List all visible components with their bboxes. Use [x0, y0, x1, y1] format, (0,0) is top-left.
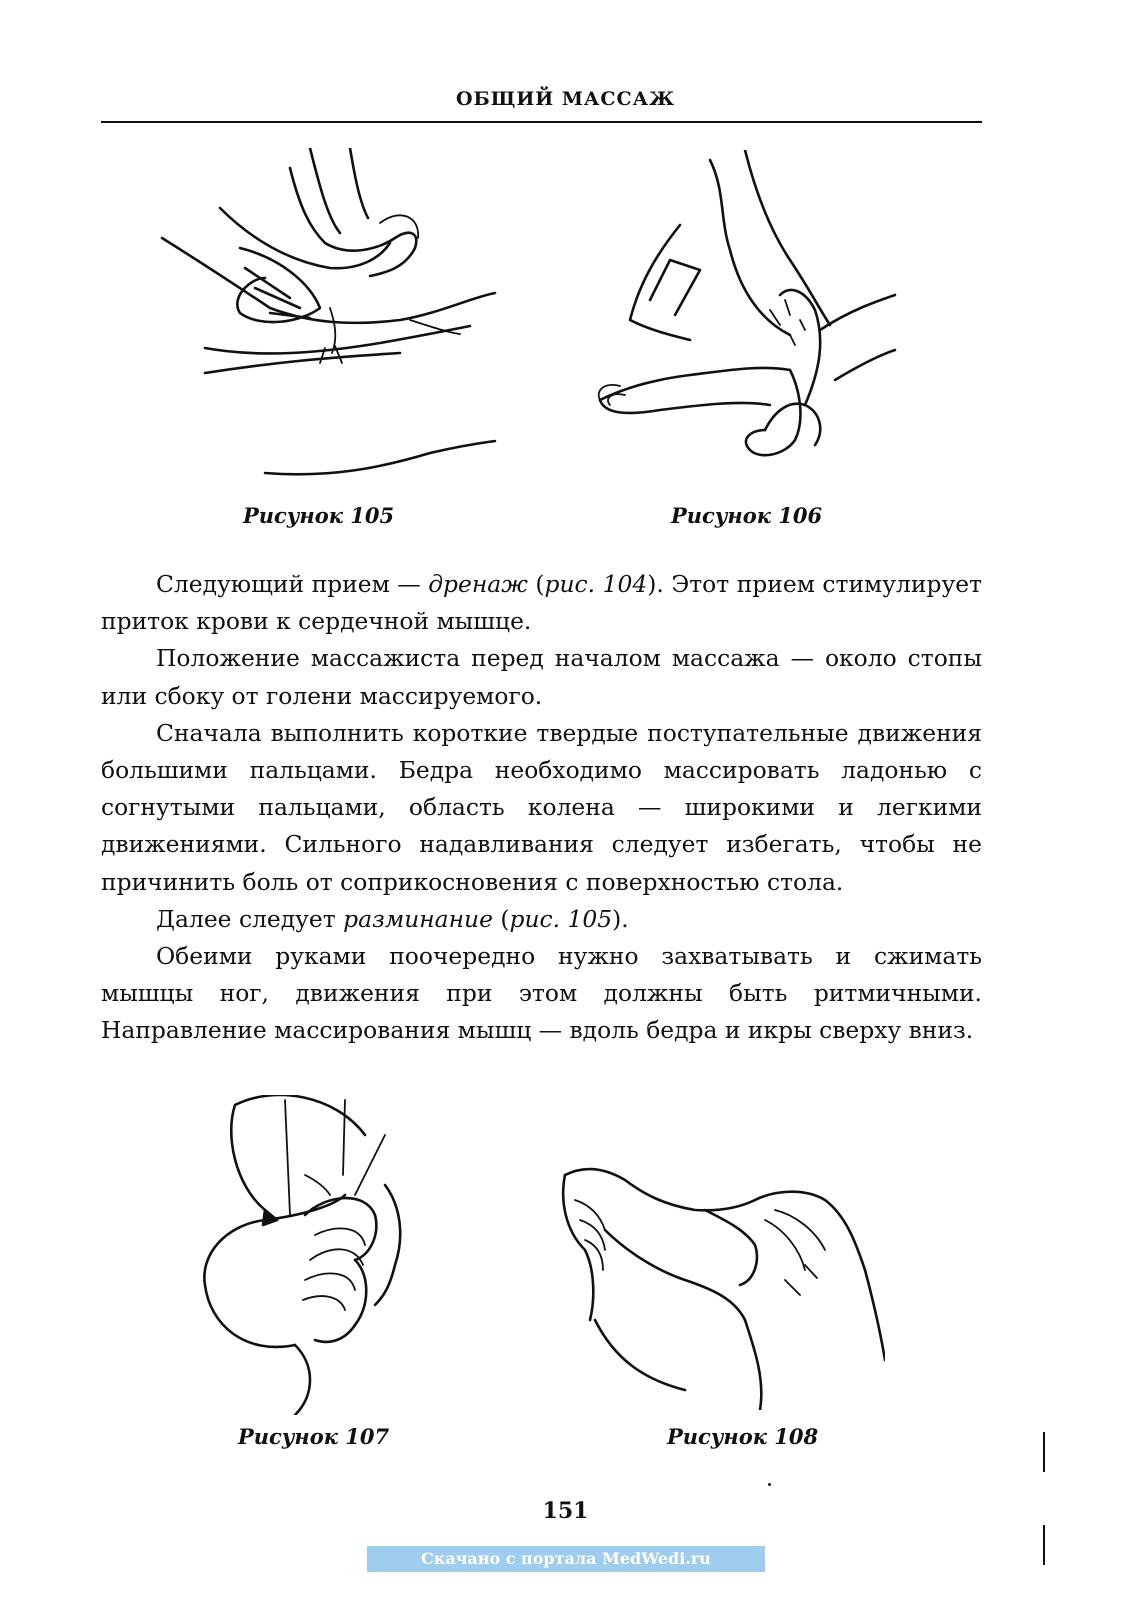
page-number: 151: [542, 1498, 589, 1524]
download-banner: Скачано с портала MedWedi.ru: [367, 1546, 765, 1572]
header-rule: [101, 121, 982, 123]
running-header: ОБЩИЙ МАССАЖ: [455, 88, 676, 110]
figure-105-caption: Рисунок 105: [243, 503, 395, 528]
term-kneading: разминание: [343, 904, 493, 933]
scan-speck: [768, 1483, 771, 1486]
paragraph: Следующий прием — дренаж (рис. 104). Этот прием стимулирует приток крови к сердечной мышце.: [101, 570, 982, 636]
paragraph: Далее следует разминание (рис. 105).: [156, 904, 629, 933]
figure-reference: рис. 105: [509, 904, 613, 933]
figure-108-illustration: [555, 1160, 885, 1410]
paragraph: Обеими руками поочередно нужно захватывать и сжимать мышцы ног, движения при этом должны быть ритмичными. Направление массирования мышц — вдоль бедра и икры сверху вниз.: [101, 942, 982, 1045]
paragraph: Сначала выполнить короткие твердые поступательные движения большими пальцами. Бедра необходимо массировать ладонью с согнутыми пальцами, область колена — широкими и легкими движениями. Сильного надавливания следует избегать, чтобы не причинить боль от соприкосновения с поверхностью стола.: [101, 718, 982, 896]
scan-edge-mark: [1043, 1525, 1045, 1565]
figure-106-illustration: [590, 150, 900, 480]
figure-reference: рис. 104: [544, 570, 648, 598]
figure-107-illustration: [185, 1095, 445, 1415]
figure-108-caption: Рисунок 108: [667, 1424, 819, 1449]
figure-107-caption: Рисунок 107: [238, 1424, 390, 1449]
paragraph: Положение массажиста перед началом массажа — около стопы или сбоку от голени массируемого.: [101, 644, 982, 710]
figure-105-illustration: [150, 148, 510, 488]
term-drainage: дренаж: [428, 570, 528, 598]
body-text: [101, 566, 982, 1050]
scan-edge-mark: [1043, 1432, 1045, 1472]
figure-106-caption: Рисунок 106: [671, 503, 823, 528]
